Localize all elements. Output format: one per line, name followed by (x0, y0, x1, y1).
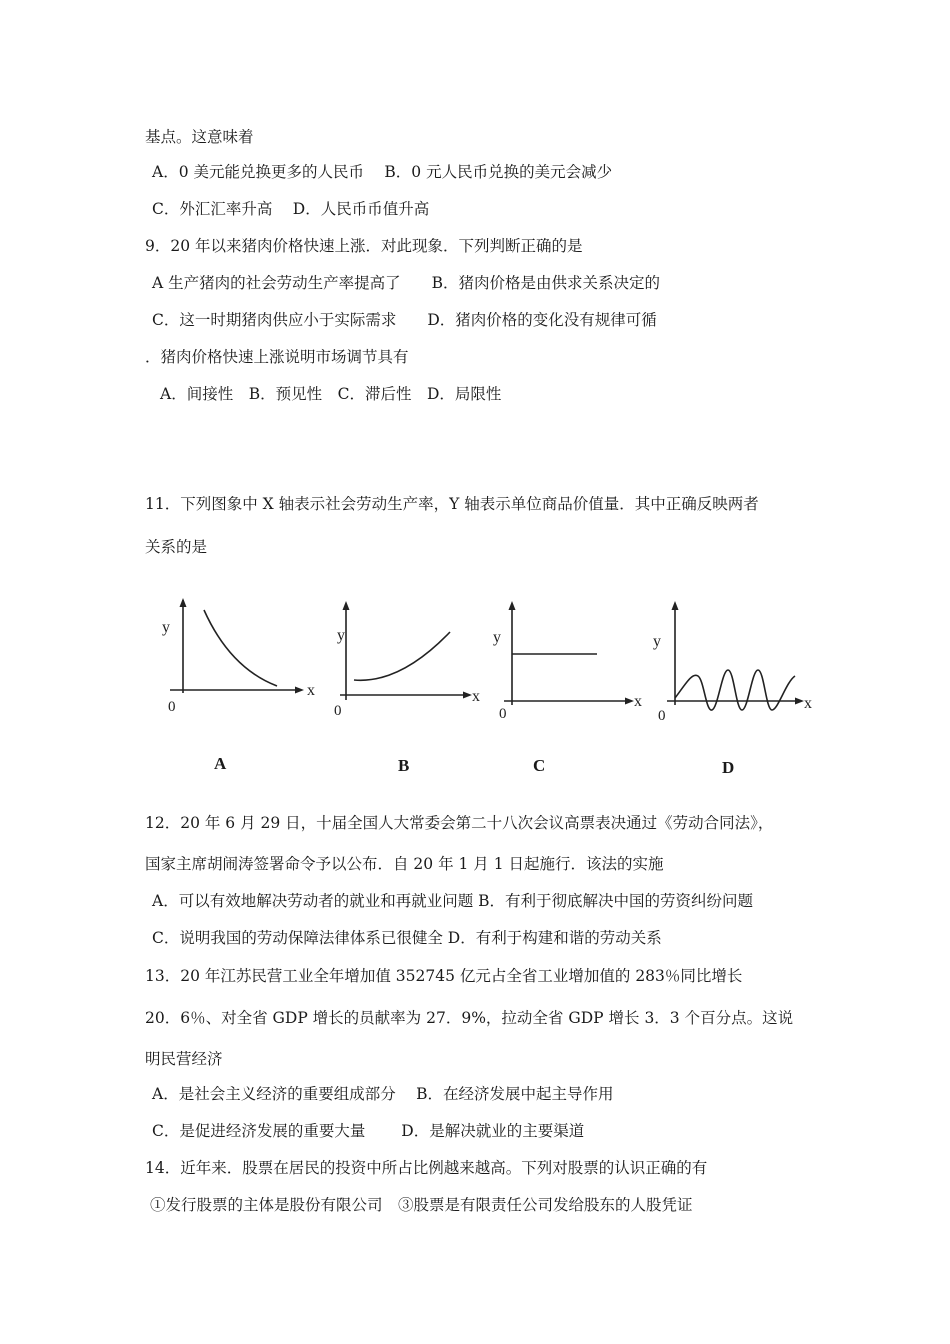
graph-b-caption: B (398, 756, 410, 775)
graph-b (330, 600, 490, 734)
question-14: 14．近年来．股票在居民的投资中所占比例越来越高。下列对股票的认识正确的有 (145, 1159, 708, 1177)
option-line: A．间接性 B．预见性 C．滞后性 D．局限性 (160, 385, 502, 403)
x-axis-label: x (472, 688, 480, 705)
graph-c-caption: C (533, 756, 546, 775)
y-axis-label: y (162, 619, 170, 636)
option-line: A．可以有效地解决劳动者的就业和再就业问题 B．有利于彻底解决中国的劳资纠纷问题 (152, 892, 754, 910)
option-line: C．这一时期猪肉供应小于实际需求 D．猪肉价格的变化没有规律可循 (152, 311, 657, 329)
x-axis-label: x (804, 695, 812, 712)
origin-label: 0 (499, 706, 507, 722)
question-10: ．猪肉价格快速上涨说明市场调节具有 (145, 348, 409, 366)
y-axis-label: y (337, 627, 345, 644)
graph-d (650, 600, 820, 734)
statement-line: ①发行股票的主体是股份有限公司 ③股票是有限责任公司发给股东的人股凭证 (150, 1196, 693, 1214)
question-12: 12．20 年 6 月 29 日，十届全国人大常委会第二十八次会议高票表决通过《劳动合同法》， (145, 814, 774, 832)
text-line: 国家主席胡闹涛签署命令予以公布．自 20 年 1 月 1 日起施行．该法的实施 (145, 855, 664, 873)
option-line: A．0 美元能兑换更多的人民币 B．0 元人民币兑换的美元会减少 (152, 163, 613, 181)
graph-c (490, 600, 650, 734)
graph-a-caption: A (214, 754, 227, 773)
question-9: 9．20 年以来猪肉价格快速上涨．对此现象．下列判断正确的是 (145, 237, 583, 255)
x-axis-label: x (307, 682, 315, 699)
option-line: C．是促进经济发展的重要大量 D．是解决就业的主要渠道 (152, 1122, 585, 1140)
origin-label: 0 (168, 699, 176, 715)
graph-d-caption: D (722, 758, 735, 777)
option-line: A．是社会主义经济的重要组成部分 B．在经济发展中起主导作用 (152, 1085, 614, 1103)
question-13: 13．20 年江苏民营工业全年增加值 352745 亿元占全省工业增加值的 283％同比增长 (145, 967, 743, 985)
y-axis-label: y (653, 633, 661, 650)
y-axis-label: y (493, 629, 501, 646)
option-line: C．说明我国的劳动保障法律体系已很健全 D．有利于构建和谐的劳动关系 (152, 929, 662, 947)
text-line: 关系的是 (145, 538, 208, 556)
origin-label: 0 (658, 708, 666, 724)
x-axis-label: x (634, 693, 642, 710)
text-line: 基点。这意味着 (145, 128, 254, 146)
origin-label: 0 (334, 703, 342, 719)
text-line: 20．6％、对全省 GDP 增长的员献率为 27．9%，拉动全省 GDP 增长 3．3 个百分点。这说 (145, 1009, 794, 1027)
question-11: 11．下列图象中 X 轴表示社会劳动生产率，Y 轴表示单位商品价值量．其中正确反映两者 (145, 495, 759, 513)
graph-a (160, 598, 320, 732)
option-line: A 生产猪肉的社会劳动生产率提高了 B．猪肉价格是由供求关系决定的 (152, 274, 661, 292)
option-line: C．外汇汇率升高 D．人民币币值升高 (152, 200, 430, 218)
text-line: 明民营经济 (145, 1050, 223, 1068)
